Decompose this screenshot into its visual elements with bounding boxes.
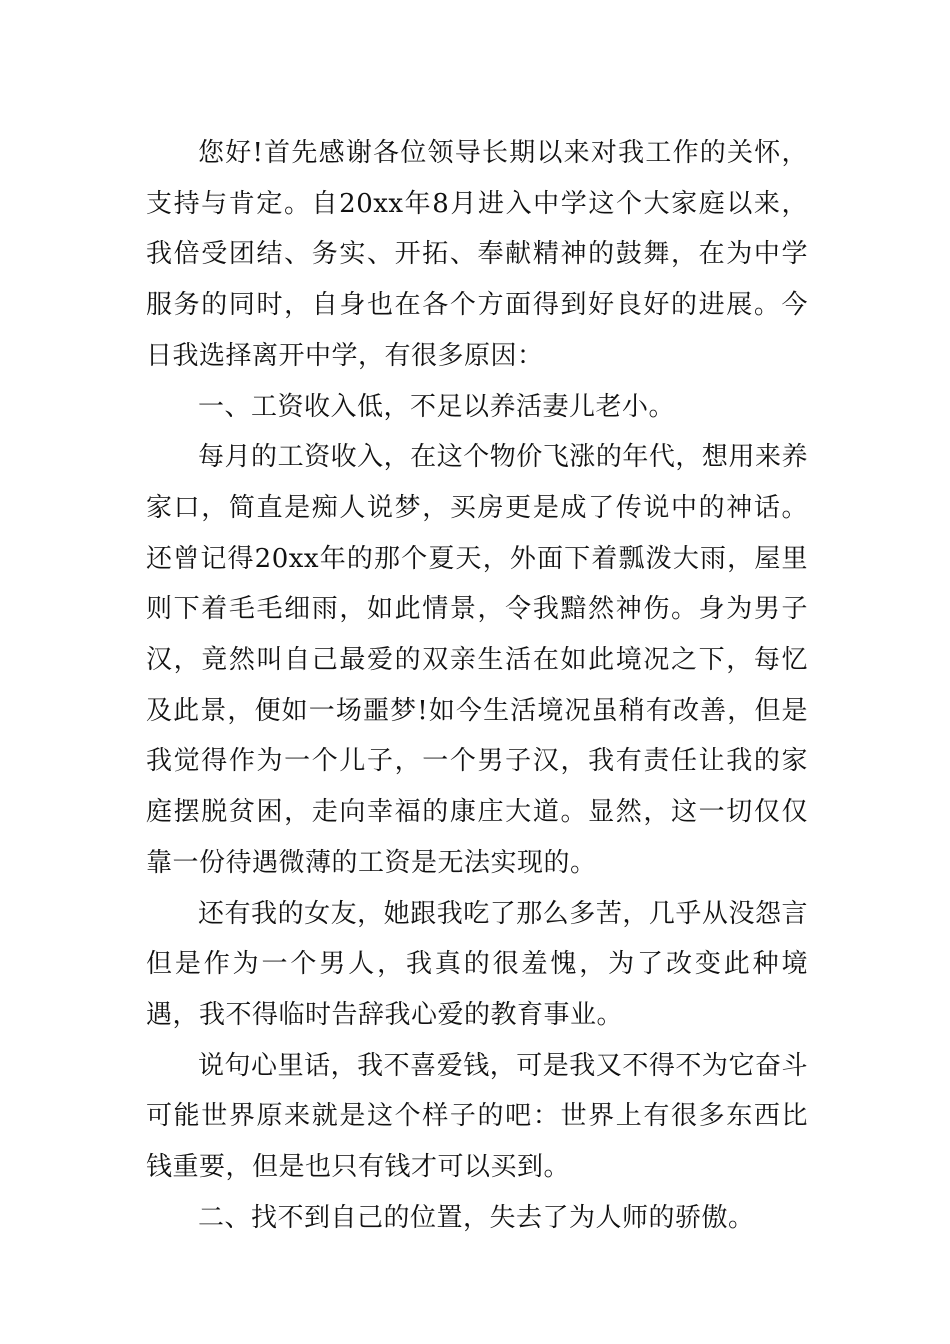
- paragraph-reason-two-heading: 二、找不到自己的位置，失去了为人师的骄傲。: [198, 1202, 755, 1233]
- paragraph-greeting: 您好!首先感谢各位领导长期以来对我工作的关怀，支持与肯定。自20xx年8月进入中学这个大家庭以来，我倍受团结、务实、开拓、奉献精神的鼓舞，在为中学服务的同时，自身也在各个方面得到好良好的进展。今日我选择离开中学，有很多原因：: [146, 138, 808, 371]
- paragraph-money: 说句心里话，我不喜爱钱，可是我又不得不为它奋斗可能世界原来就是这个样子的吧：世界上有很多东西比钱重要，但是也只有钱才可以买到。: [146, 1050, 808, 1183]
- document-body: [146, 128, 808, 1243]
- paragraph-girlfriend: 还有我的女友，她跟我吃了那么多苦，几乎从没怨言但是作为一个男人，我真的很羞愧，为了改变此种境遇，我不得临时告辞我心爱的教育事业。: [146, 898, 808, 1030]
- paragraph-reason-one-heading: 一、工资收入低，不足以养活妻儿老小。: [198, 391, 676, 422]
- paragraph-salary: 每月的工资收入，在这个物价飞涨的年代，想用来养家口，简直是痴人说梦，买房更是成了传说中的神话。还曾记得20xx年的那个夏天，外面下着瓢泼大雨，屋里则下着毛毛细雨，如此情景，令我黯然神伤。身为男子汉，竟然叫自己最爱的双亲生活在如此境况之下，每忆及此景，便如一场噩梦!如今生活境况虽稍有改善，但是我觉得作为一个儿子，一个男子汉，我有责任让我的家庭摆脱贫困，走向幸福的康庄大道。显然，这一切仅仅靠一份待遇微薄的工资是无法实现的。: [146, 442, 808, 878]
